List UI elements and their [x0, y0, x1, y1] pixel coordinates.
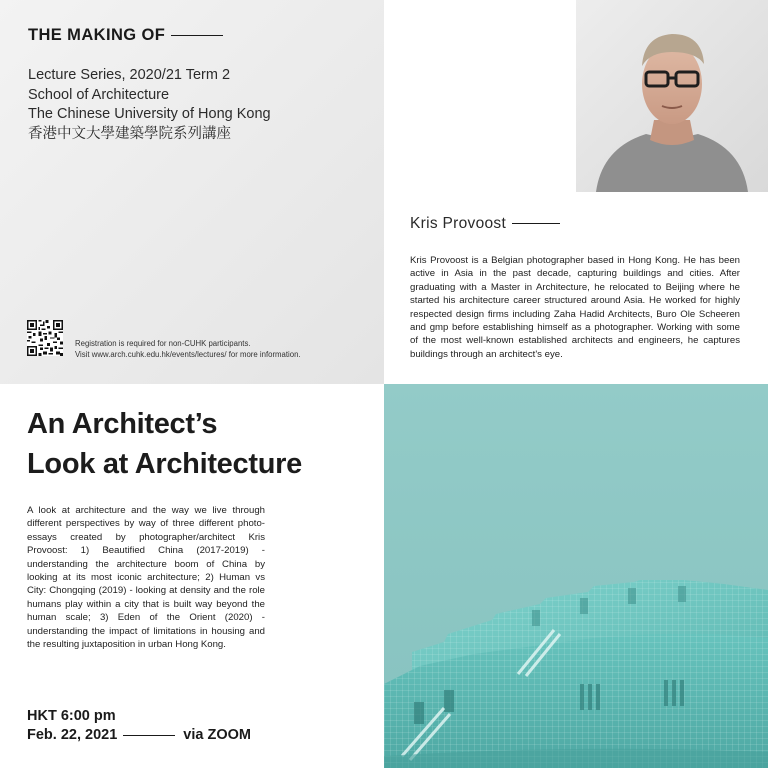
building-illustration — [384, 384, 768, 768]
speaker-bio: Kris Provoost is a Belgian photographer based in Hong Kong. He has been active in Asia in the past decade, capturing buildings and cities. After graduating with a Master in Architecture, he relocated to Beijing where he started his architecture career structured around Asia. He worked for highly respected design firms including Zaha Hadid Architects, Buro Ole Scheeren and gmp before establishing himself as a photographer. Working with some of the most well-known established architects and engineers, he captures buildings through an architect's eye. — [410, 255, 740, 360]
series-panel — [0, 0, 384, 384]
lecture-description: A look at architecture and the way we live through different perspectives by way of three different photo-essays created by photographer/architect Kris Provoost: 1) Beautified China (2017-2019) - understanding the architecture boom of China by looking at its most iconic architecture; 2) Human vs City: Chongqing (2019) - looking at density and the role humans play within a city that is built way beyond the human scale; 3) Eden of the Orient (2020) - understanding the impact of limitations in housing and the resulting juxtaposition in urban Hong Kong. — [27, 505, 265, 651]
lecture-title — [27, 404, 302, 484]
speaker-portrait — [576, 0, 768, 192]
lecture-title-line2: Look at Architecture — [27, 448, 302, 480]
series-info — [28, 66, 271, 144]
registration-line1: Registration is required for non-CUHK participants. — [75, 339, 251, 348]
lecture-platform: via ZOOM — [183, 727, 251, 743]
speaker-panel — [384, 0, 768, 384]
series-title — [28, 26, 223, 45]
series-school: School of Architecture — [28, 86, 170, 103]
lecture-panel — [0, 384, 384, 768]
speaker-name — [410, 215, 560, 233]
speaker-name-text: Kris Provoost — [410, 215, 507, 232]
lecture-title-line1: An Architect’s — [27, 408, 218, 440]
series-title-text: THE MAKING OF — [28, 26, 166, 44]
title-rule — [171, 35, 223, 36]
series-term: Lecture Series, 2020/21 Term 2 — [28, 67, 231, 83]
qr-code-icon[interactable] — [27, 320, 63, 356]
speaker-rule — [512, 223, 560, 224]
lecture-date-row — [27, 727, 251, 743]
lecture-time: HKT 6:00 pm — [27, 708, 116, 724]
registration-line2[interactable]: Visit www.arch.cuhk.edu.hk/events/lectures/ for more information. — [75, 350, 301, 359]
registration-note — [75, 338, 301, 360]
building-photo — [384, 384, 768, 768]
lecture-date: Feb. 22, 2021 — [27, 727, 118, 743]
series-university: The Chinese University of Hong Kong — [28, 106, 271, 122]
date-rule — [123, 735, 175, 736]
series-chinese-title: 香港中文大學建築學院系列講座 — [28, 125, 231, 142]
